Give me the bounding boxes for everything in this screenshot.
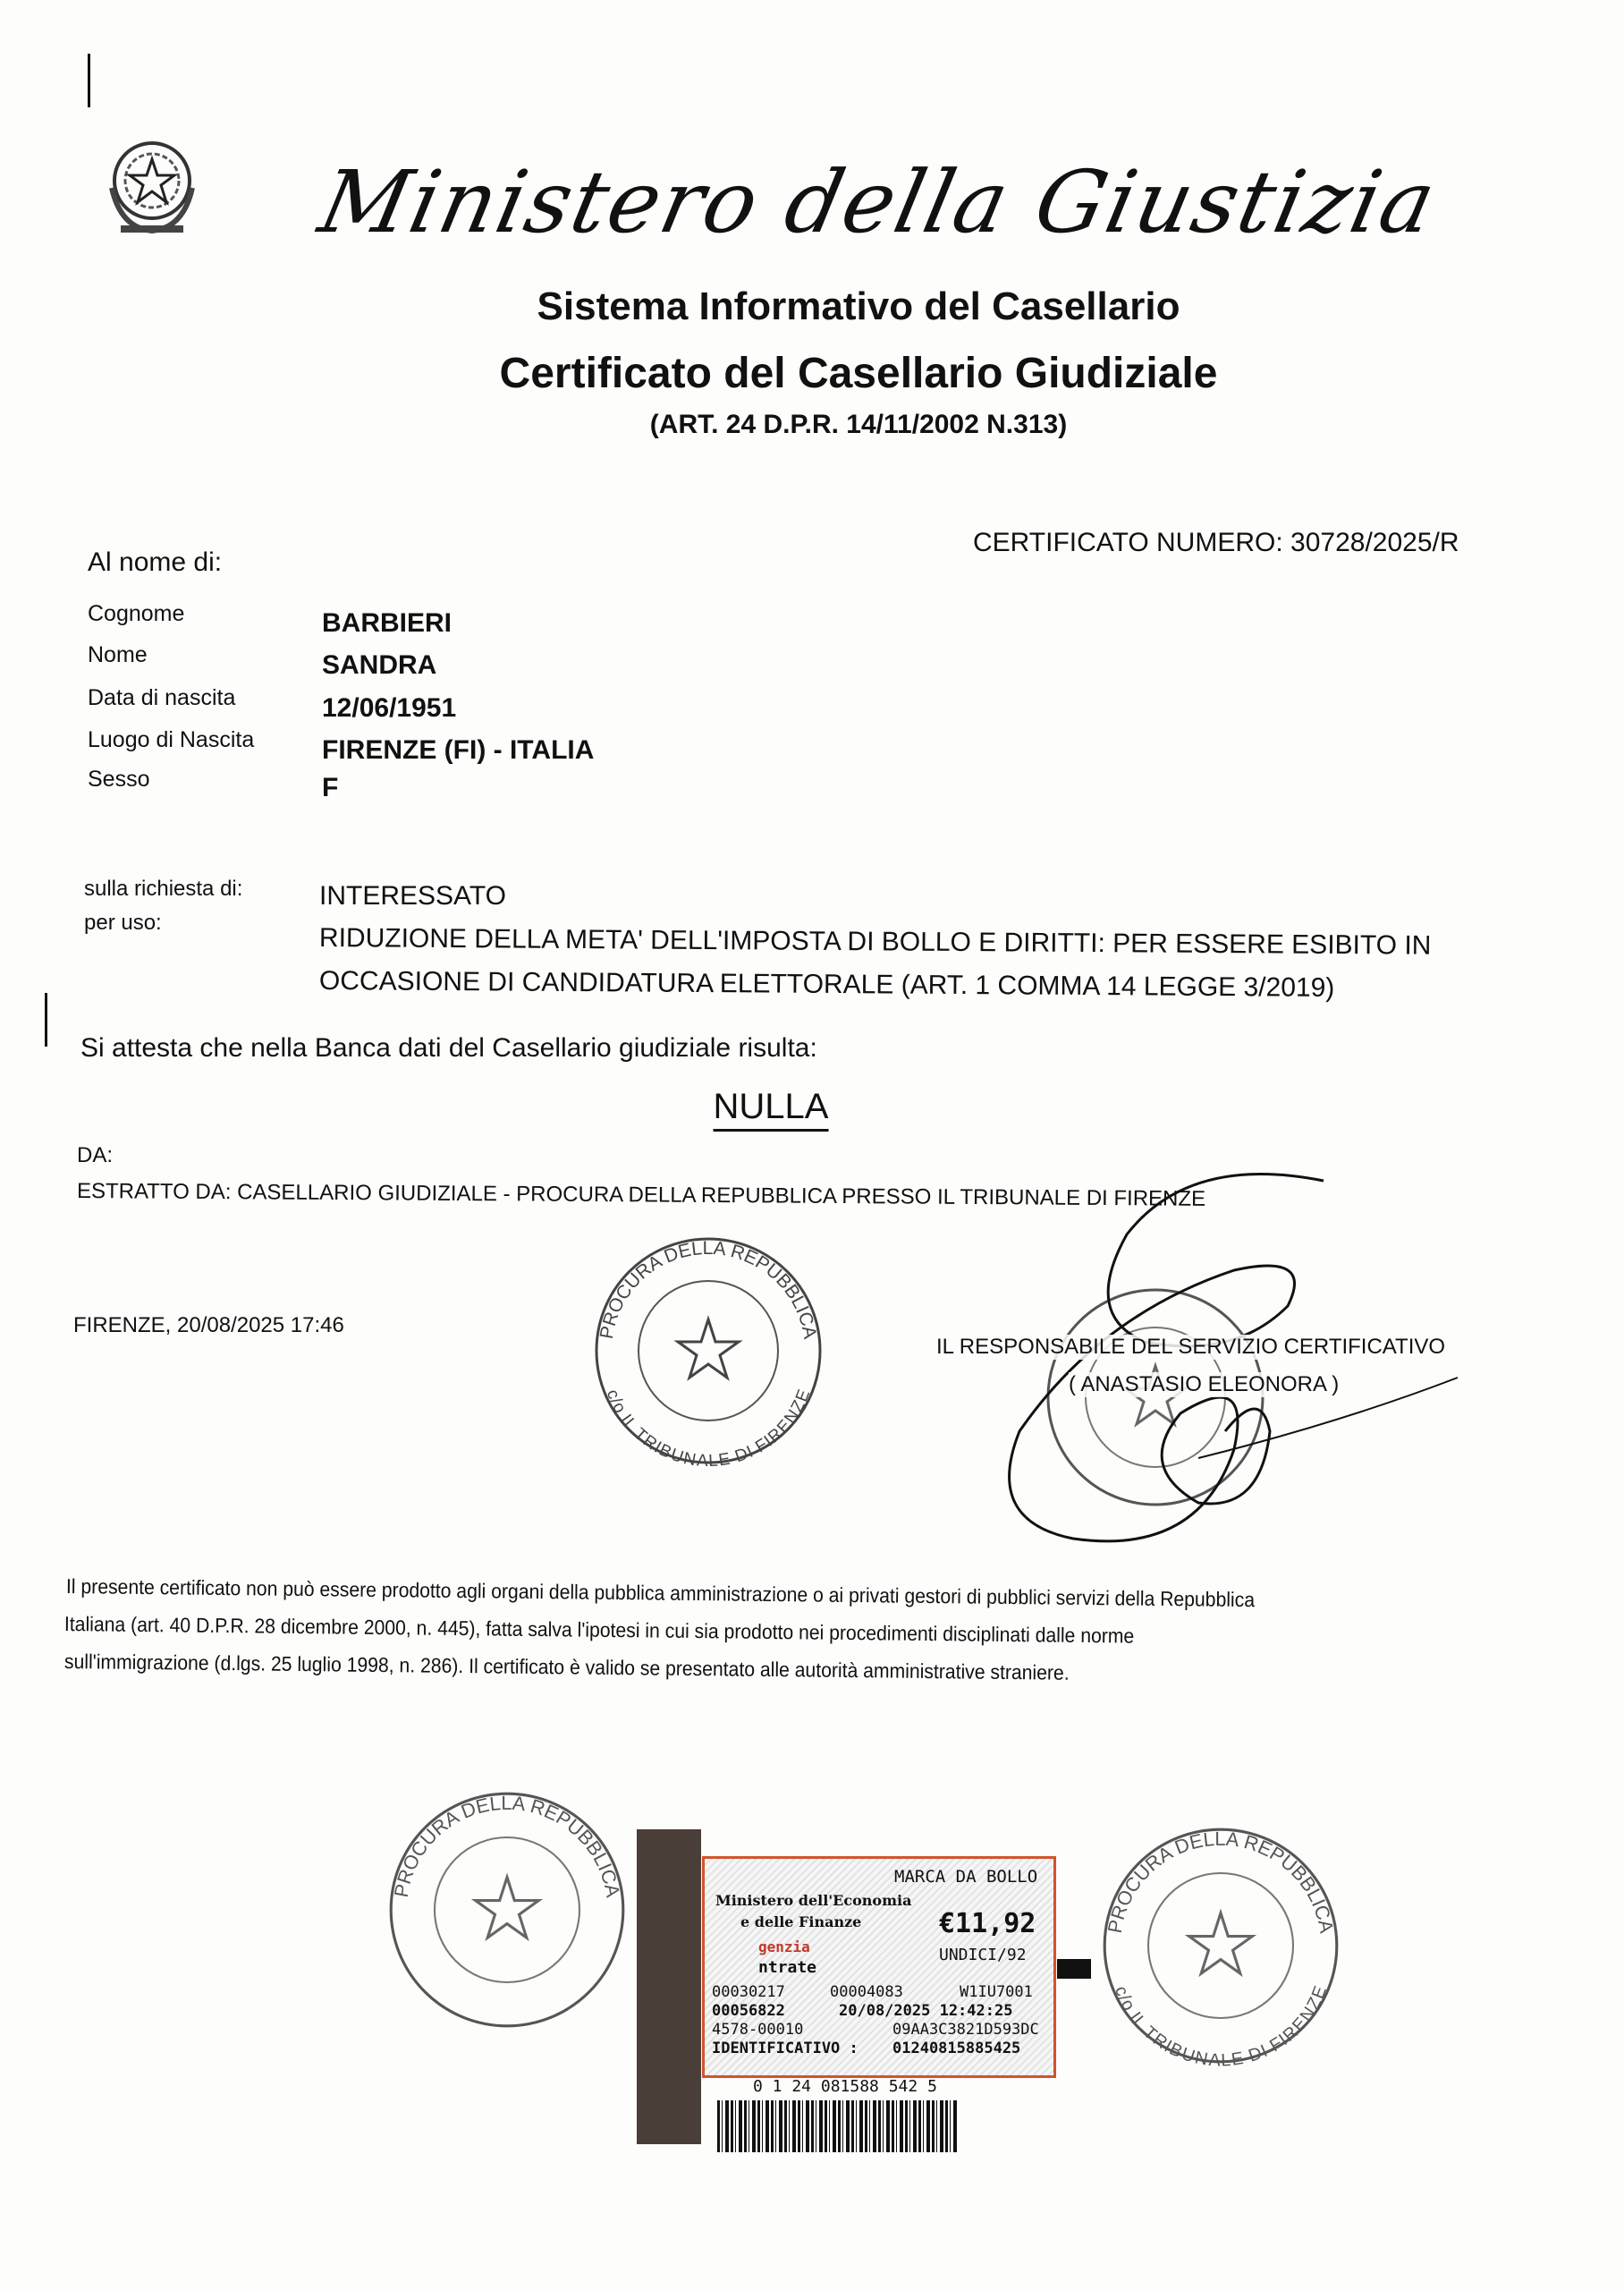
sex-value: F [322,773,339,802]
footer-line-1: Il presente certificato non può essere prodotto agli organi della pubblica amministrazione o ai privati gestori di pubblici servizi della Repubblica [65,1574,1256,1612]
attestation-statement: Si attesta che nella Banca dati del Casellario giudiziale risulta: [80,1033,817,1063]
da-label: DA: [77,1143,114,1167]
place-date: FIRENZE, 20/08/2025 17:46 [73,1313,344,1337]
redaction-block [1057,1959,1091,1979]
code: 00030217 [712,1983,785,2001]
margin-mark [88,54,90,107]
barcode [717,2100,959,2152]
agency-line-2: ntrate [758,1958,817,1977]
ministry-title: Ministero della Giustizia [311,152,1445,252]
stamp-type: MARCA DA BOLLO [894,1867,1038,1887]
stamp-amount: €11,92 [939,1908,1036,1939]
handwritten-signature [966,1163,1467,1556]
code: W1IU7001 [960,1983,1033,2001]
code: 00004083 [830,1983,903,2001]
signatory-role: IL RESPONSABILE DEL SERVIZIO CERTIFICATIVO [936,1335,1446,1359]
intro-label: Al nome di: [88,547,223,577]
certificate-title: Certificato del Casellario Giudiziale [499,350,1218,397]
signatory-name: ( ANASTASIO ELEONORA ) [1069,1372,1340,1396]
footer-line-2: Italiana (art. 40 D.P.R. 28 dicembre 2000, n. 445), fatta salva l'ipotesi in cui sia prodotto nei procedimenti disciplinati dalle norme [63,1612,1135,1648]
requested-by-value: INTERESSATO [319,881,506,911]
code: 4578-00010 [712,2021,804,2039]
italian-emblem-icon [94,125,210,242]
use-line-2: OCCASIONE DI CANDIDATURA ELETTORALE (ART. 1 COMMA 14 LEGGE 3/2019) [318,966,1335,1003]
extract-source: ESTRATTO DA: CASELLARIO GIUDIZIALE - PROCURA DELLA REPUBBLICA PRESSO IL TRIBUNALE DI FIRENZE [76,1179,1206,1211]
birthplace-label: Luogo di Nascita [88,727,255,752]
result-value: NULLA [714,1087,829,1132]
code: 00056822 [712,2002,785,2020]
agency-line-1: genzia [758,1938,810,1955]
margin-mark [45,993,47,1047]
procura-stamp [592,1234,825,1467]
use-label: per uso: [84,911,162,935]
revenue-stamp [702,1856,1056,2078]
code: 01240815885425 [892,2040,1021,2057]
code: IDENTIFICATIVO : [712,2040,859,2057]
barcode-number: 0 1 24 081588 542 5 [753,2077,937,2096]
procura-stamp-right [1100,1825,1341,2066]
svg-text:c/o IL TRIBUNALE DI FIRENZE: c/o IL TRIBUNALE DI FIRENZE [1111,1983,1331,2066]
svg-text:c/o IL TRIBUNALE DI FIRENZE: c/o IL TRIBUNALE DI FIRENZE [603,1387,814,1467]
code: 09AA3C3821D593DC [892,2021,1039,2039]
amount-words: UNDICI/92 [939,1946,1027,1964]
surname-label: Cognome [88,601,185,626]
procura-stamp-left [386,1789,628,2031]
law-reference: (ART. 24 D.P.R. 14/11/2002 N.313) [649,410,1068,439]
birthdate-value: 12/06/1951 [322,693,457,723]
name-label: Nome [88,642,148,667]
birthplace-value: FIRENZE (FI) - ITALIA [322,735,595,765]
surname-value: BARBIERI [322,608,453,638]
requested-by-label: sulla richiesta di: [84,877,243,901]
svg-text:PROCURA DELLA REPUBBLICA: PROCURA DELLA REPUBBLICA [1103,1827,1339,1935]
svg-text:PROCURA DELLA REPUBBLICA: PROCURA DELLA REPUBBLICA [389,1791,625,1899]
name-value: SANDRA [322,650,437,680]
stamp-holder-strip [637,1829,701,2144]
code: 20/08/2025 12:42:25 [839,2002,1013,2020]
use-line-1: RIDUZIONE DELLA META' DELL'IMPOSTA DI BOLLO E DIRITTI: PER ESSERE ESIBITO IN [318,923,1432,961]
footer-line-3: sull'immigrazione (d.lgs. 25 luglio 1998, n. 286). Il certificato è valido se presentato alle autorità amministrative straniere. [63,1650,1070,1684]
certificate-number: CERTIFICATO NUMERO: 30728/2025/R [973,528,1459,557]
issuer-line-1: Ministero dell'Economia [715,1892,912,1909]
birthdate-label: Data di nascita [88,685,236,710]
sex-label: Sesso [88,767,150,792]
issuer-line-2: e delle Finanze [740,1913,862,1930]
svg-text:PROCURA DELLA REPUBBLICA: PROCURA DELLA REPUBBLICA [596,1237,821,1341]
system-title: Sistema Informativo del Casellario [537,284,1180,328]
